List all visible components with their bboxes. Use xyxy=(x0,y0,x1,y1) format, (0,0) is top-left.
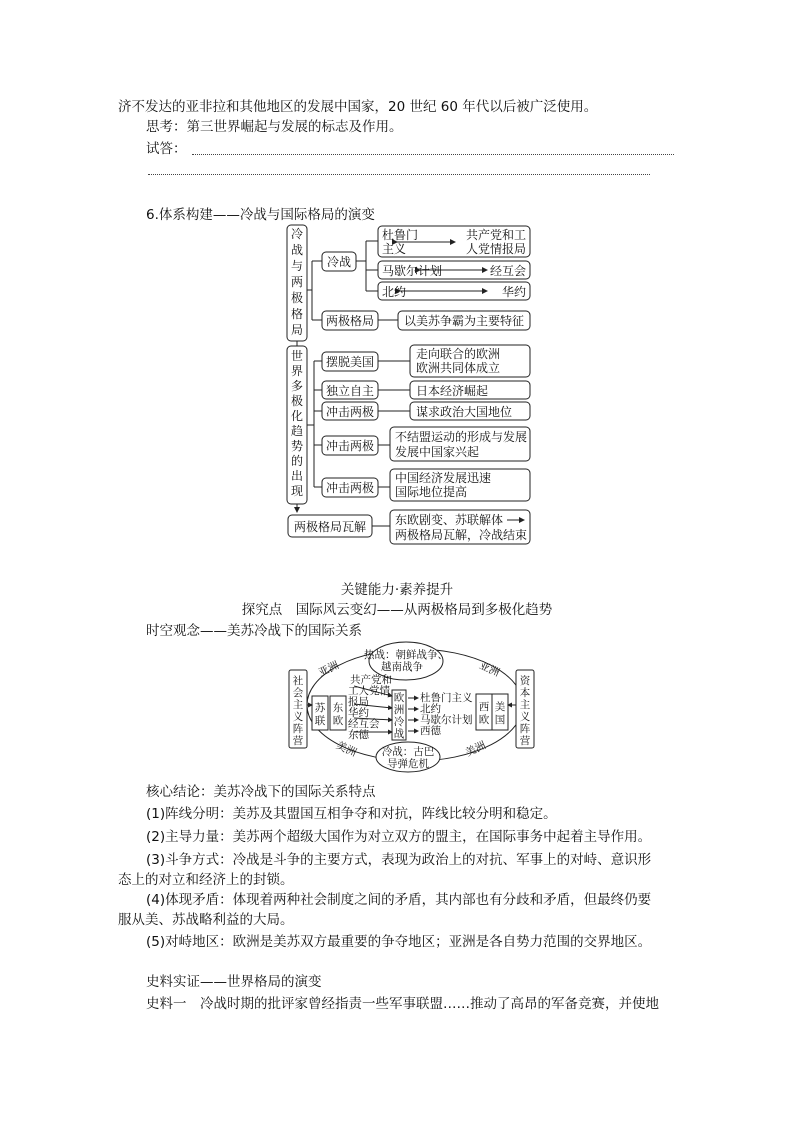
col1-char: 局 xyxy=(290,323,304,337)
capitalist-char: 主 xyxy=(519,699,531,711)
col1-char: 两 xyxy=(290,275,304,289)
conclusion-point: (1)阵线分明：美苏及其盟国互相争夺和对抗，阵线比较分明和稳定。 xyxy=(146,806,557,822)
col2-char: 现 xyxy=(290,484,304,498)
europe-char: 欧 xyxy=(393,692,405,704)
end-label: 东欧剧变、苏联解体 xyxy=(395,513,504,527)
col1-char: 格 xyxy=(290,307,304,321)
col2-char: 世 xyxy=(290,349,304,363)
west-eu-char: 西 xyxy=(478,701,490,713)
col1-char: 极 xyxy=(290,291,304,305)
conclusion-point: (2)主导力量：美苏两个超级大国作为对立双方的盟主，在国际事务中起着主导作用。 xyxy=(146,829,652,845)
conclusion-point: (3)斗争方式：冷战是斗争的主要方式，表现为政治上的对抗、军事上的对峙、意识形 xyxy=(146,852,652,868)
east-eu-char: 东 xyxy=(332,702,344,714)
asia-right-label: 亚洲 xyxy=(477,659,502,680)
impact-box-1: 冲击两极 xyxy=(325,405,375,419)
col2-char: 势 xyxy=(290,439,304,453)
conclusion-point: (4)体现矛盾：体现着两种社会制度之间的矛盾，其内部也有分歧和矛盾，但最终仍要 xyxy=(146,892,652,908)
impact-box-2: 冲击两极 xyxy=(325,439,375,453)
end-label-2: 两极格局瓦解，冷战结束 xyxy=(395,528,528,542)
left-item: 共产党和 xyxy=(350,674,392,686)
capitalist-char: 阵 xyxy=(519,723,531,735)
col2-char: 出 xyxy=(290,469,304,483)
comintern-label: 共产党和工 xyxy=(465,228,526,242)
intro-line: 济不发达的亚非拉和其他地区的发展中国家，20 世纪 60 年代以后被广泛使用。 xyxy=(118,99,598,115)
left-item: 工人党情 xyxy=(348,685,390,697)
answer-label: 试答： xyxy=(146,141,187,157)
china-label-2: 国际地位提高 xyxy=(395,485,468,499)
shake-us-box: 摆脱美国 xyxy=(325,355,375,369)
impact-box-3: 冲击两极 xyxy=(325,481,375,495)
ussr-char: 苏 xyxy=(314,702,326,714)
col2-char: 化 xyxy=(290,409,304,423)
socialist-char: 社 xyxy=(292,675,304,687)
col2-char: 极 xyxy=(290,394,304,408)
hot-war-label: 热战：朝鲜战争、 xyxy=(364,649,448,661)
col1-char: 战 xyxy=(290,243,304,257)
coldwar-char: 战 xyxy=(393,728,405,740)
key-title: 关键能力·素养提升 xyxy=(340,582,454,598)
right-item: 西德 xyxy=(420,725,441,737)
america-right-label: 美洲 xyxy=(463,739,488,760)
cold-war-box: 冷战 xyxy=(326,255,352,269)
left-item: 东德 xyxy=(348,729,369,741)
socialist-char: 阵 xyxy=(292,723,304,735)
conclusion-point: (5)对峙地区：欧洲是美苏双方最重要的争夺地区；亚洲是各自势力范围的交界地区。 xyxy=(146,934,652,950)
usa-char: 国 xyxy=(494,714,506,726)
section-heading: 6.体系构建——冷战与国际格局的演变 xyxy=(146,207,375,223)
truman-label: 杜鲁门 xyxy=(382,228,419,242)
ussr-char: 联 xyxy=(314,715,326,727)
left-item: 报局 xyxy=(348,696,369,708)
america-left-label: 美洲 xyxy=(334,739,359,760)
nam-label: 不结盟运动的形成与发展 xyxy=(395,430,528,444)
coldwar-char: 冷 xyxy=(393,716,405,728)
power-label: 谋求政治大国地位 xyxy=(416,405,513,419)
truman-label-2: 主义 xyxy=(382,242,407,256)
europe-label-2: 欧洲共同体成立 xyxy=(416,361,501,375)
nato-label: 北约 xyxy=(382,285,407,299)
left-item: 经互会 xyxy=(348,718,380,730)
think-question: 思考：第三世界崛起与发展的标志及作用。 xyxy=(146,119,403,135)
left-item: 华约 xyxy=(348,707,369,719)
japan-label: 日本经济崛起 xyxy=(416,384,489,398)
conclusion-point-cont: 服从美、苏战略利益的大局。 xyxy=(118,912,294,928)
conclusion-point-cont: 态上的对立和经济上的封锁。 xyxy=(118,872,294,888)
socialist-char: 营 xyxy=(292,735,304,747)
col2-char: 的 xyxy=(290,454,304,468)
col1-char: 冷 xyxy=(290,227,304,241)
socialist-char: 义 xyxy=(292,711,304,723)
conclusion-title: 核心结论：美苏冷战下的国际关系特点 xyxy=(146,784,376,800)
explore-title: 探究点 国际风云变幻——从两极格局到多极化趋势 xyxy=(241,602,553,618)
col2-char: 趋 xyxy=(290,424,304,438)
history-source-1: 史料一 冷战时期的批评家曾经指责一些军事联盟……推动了高昂的军备竞赛，并使地 xyxy=(146,996,659,1012)
collapse-box: 两极格局瓦解 xyxy=(293,520,367,534)
capitalist-char: 营 xyxy=(519,735,531,747)
nam-label-2: 发展中国家兴起 xyxy=(395,445,480,459)
right-item: 马歇尔计划 xyxy=(420,714,473,726)
col1-char: 与 xyxy=(290,259,304,273)
spacetime-title: 时空观念——美苏冷战下的国际关系 xyxy=(146,623,362,639)
socialist-char: 会 xyxy=(292,687,304,699)
capitalist-char: 义 xyxy=(519,711,531,723)
comintern-label-2: 人党情报局 xyxy=(465,242,526,256)
col2-char: 界 xyxy=(290,364,304,378)
socialist-char: 主 xyxy=(292,699,304,711)
asia-left-label: 亚洲 xyxy=(316,659,341,680)
crisis-label-2: 导弹危机 xyxy=(387,758,429,770)
bipolar-feature: 以美苏争霸为主要特征 xyxy=(403,314,525,328)
history-title: 史料实证——世界格局的演变 xyxy=(146,974,322,990)
east-eu-char: 欧 xyxy=(332,715,344,727)
west-eu-char: 欧 xyxy=(478,714,490,726)
col2-char: 多 xyxy=(290,379,304,393)
capitalist-char: 本 xyxy=(519,687,531,699)
usa-char: 美 xyxy=(494,701,506,713)
comecon-label: 经互会 xyxy=(489,264,526,278)
independent-box: 独立自主 xyxy=(325,384,375,398)
warsaw-label: 华约 xyxy=(501,285,526,299)
right-item: 北约 xyxy=(420,703,441,715)
europe-label: 走向联合的欧洲 xyxy=(416,347,501,361)
hot-war-label-2: 越南战争 xyxy=(381,661,423,673)
europe-char: 洲 xyxy=(393,704,405,716)
right-item: 杜鲁门主义 xyxy=(420,692,473,704)
capitalist-char: 资 xyxy=(519,675,531,687)
china-label: 中国经济发展迅速 xyxy=(395,471,492,485)
marshall-label: 马歇尔计划 xyxy=(382,264,443,278)
bipolar-box: 两极格局 xyxy=(325,314,375,328)
crisis-label: 冷战：古巴 xyxy=(381,746,435,758)
